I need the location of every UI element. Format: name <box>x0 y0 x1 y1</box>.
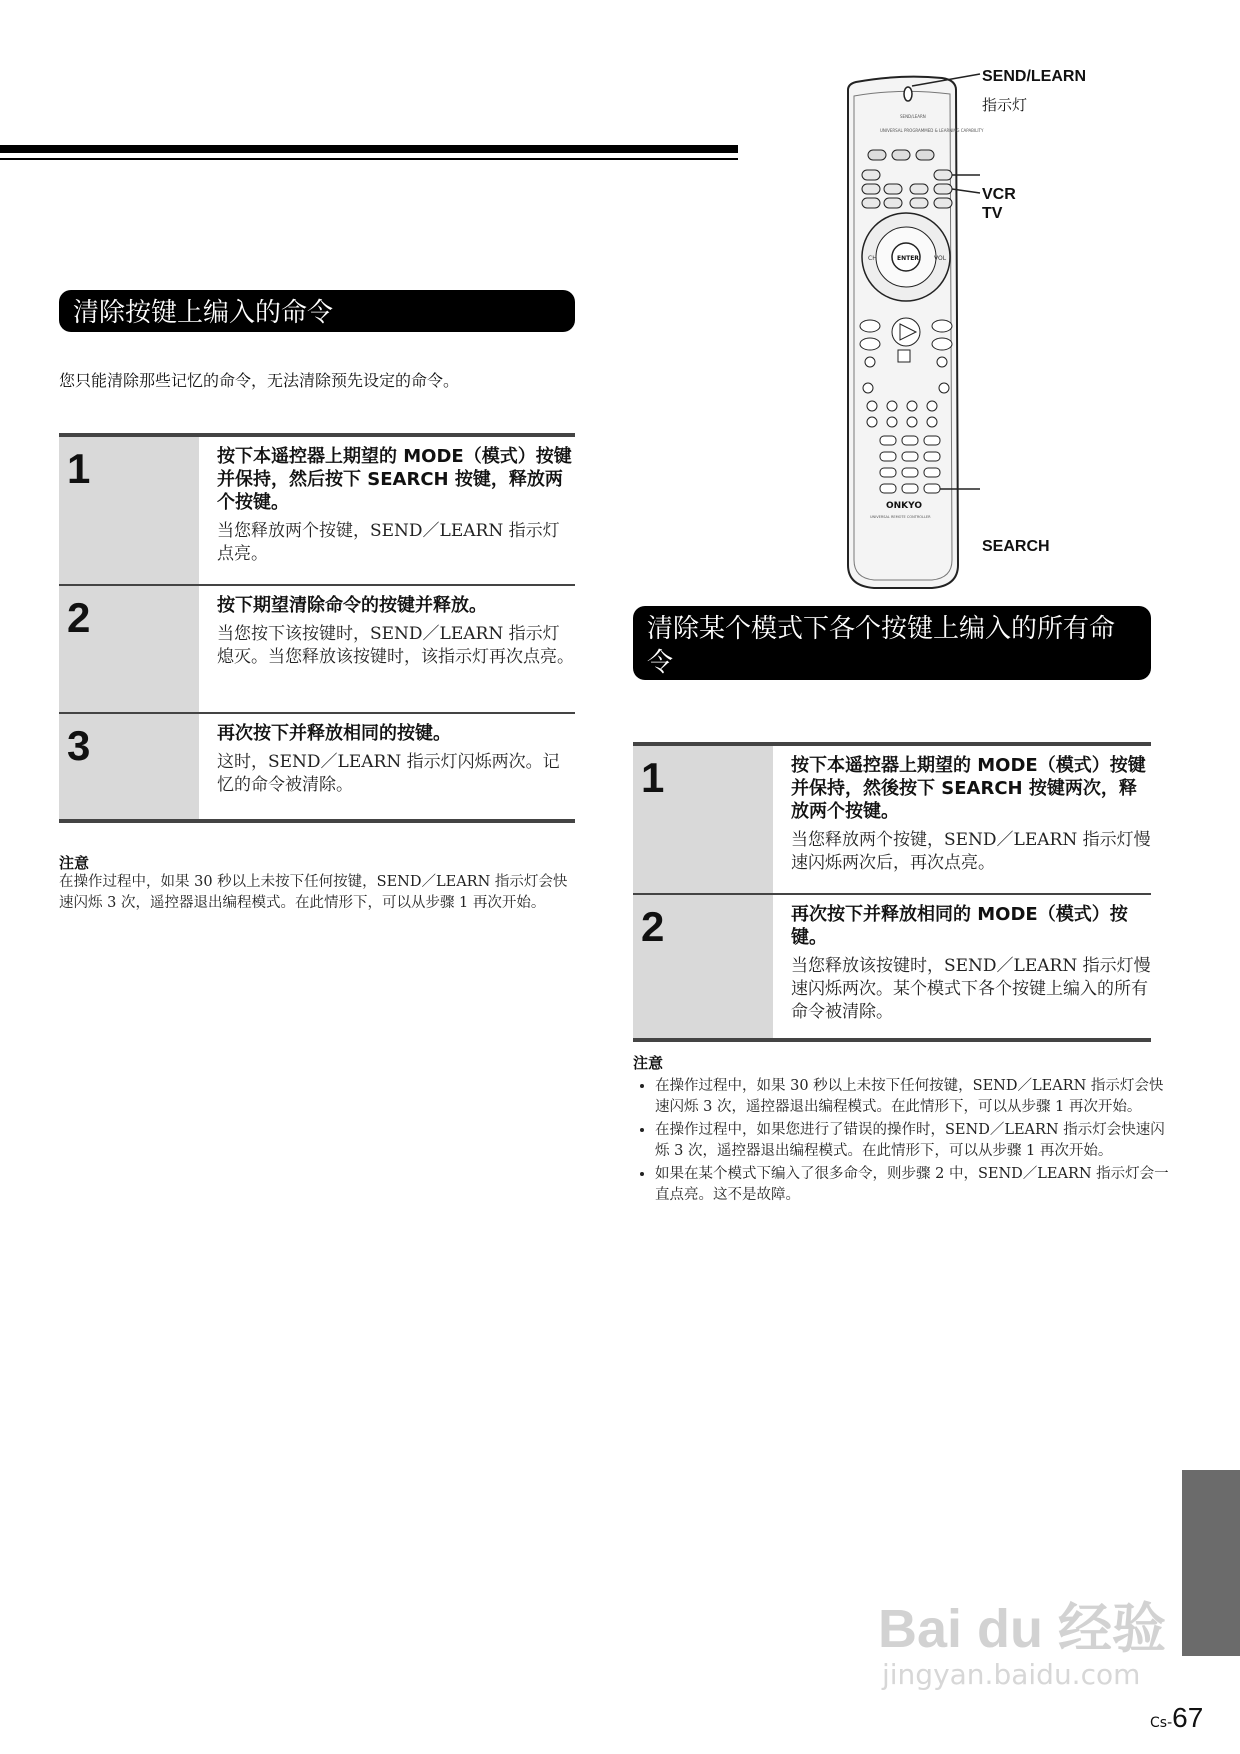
note-item: • 在操作过程中，如果 30 秒以上未按下任何按键，SEND／LEARN 指示灯会快速闪烁 3 次，遥控器退出编程模式。在此情形下，可以从步骤 1 再次开始。 <box>655 1076 1173 1118</box>
step-body <box>199 713 575 821</box>
remote-model-text: UNIVERSAL REMOTE CONTROLLER <box>870 515 931 519</box>
right-steps-table <box>633 742 1151 1042</box>
left-note-heading: 注意 <box>59 854 90 872</box>
step-body <box>773 744 1151 894</box>
page-number: 67 <box>1172 1702 1204 1733</box>
step-number: 3 <box>59 713 199 821</box>
watermark: Bai du 经验 <box>878 1599 1167 1659</box>
step-result: 这时，SEND／LEARN 指示灯闪烁两次。记忆的命令被清除。 <box>217 752 560 795</box>
right-note-heading: 注意 <box>633 1054 664 1072</box>
step-result: 当您释放两个按键，SEND／LEARN 指示灯慢速闪烁两次后，再次点亮。 <box>791 830 1151 873</box>
step-number: 2 <box>633 894 773 1040</box>
top-rule <box>0 145 738 153</box>
left-section-title: 清除按键上编入的命令 <box>59 290 575 332</box>
left-intro: 您只能清除那些记忆的命令，无法清除预先设定的命令。 <box>59 371 460 390</box>
step-result: 当您释放两个按键，SEND／LEARN 指示灯点亮。 <box>217 521 560 564</box>
watermark-url: jingyan.baidu.com <box>882 1658 1141 1691</box>
remote-control-drawing <box>840 60 1100 600</box>
page-number-block <box>1150 1702 1203 1734</box>
enter-label: ENTER <box>897 255 919 262</box>
svg-text:UNIVERSAL PROGRAMMED & LEARNIN: UNIVERSAL PROGRAMMED & LEARNING CAPABILITY <box>880 128 984 133</box>
step-number: 1 <box>59 435 199 585</box>
step-row <box>59 435 575 585</box>
search-callout: SEARCH <box>982 538 1050 555</box>
right-section-title: 清除某个模式下各个按键上编入的所有命令 <box>633 606 1151 680</box>
step-row <box>59 585 575 713</box>
page-prefix: Cs- <box>1150 1715 1173 1731</box>
step-instruction: 再次按下并释放相同的 MODE（模式）按键。 <box>791 904 1128 948</box>
step-instruction: 按下本遥控器上期望的 MODE（模式）按键并保持，然后按下 SEARCH 按键，释放两个按键。 <box>217 446 572 513</box>
svg-text:CH: CH <box>868 255 877 262</box>
step-row <box>633 894 1151 1040</box>
left-steps-table <box>59 433 575 823</box>
note-item: • 如果在某个模式下编入了很多命令，则步骤 2 中，SEND／LEARN 指示灯会一直点亮。这不是故障。 <box>655 1164 1173 1206</box>
top-rule-thin <box>0 158 738 160</box>
step-instruction: 再次按下并释放相同的按键。 <box>217 723 451 744</box>
side-tab <box>1182 1470 1240 1656</box>
step-row <box>59 713 575 821</box>
step-row <box>633 744 1151 894</box>
right-notes-list <box>633 1076 1173 1208</box>
step-number: 2 <box>59 585 199 713</box>
step-body <box>199 435 575 585</box>
step-result: 当您按下该按键时，SEND／LEARN 指示灯熄灭。当您释放该按键时，该指示灯再次点亮。 <box>217 624 574 667</box>
tv-callout: TV <box>982 205 1003 222</box>
step-result: 当您释放该按键时，SEND／LEARN 指示灯慢速闪烁两次。某个模式下各个按键上编入的所有命令被清除。 <box>791 956 1151 1022</box>
send-learn-callout: SEND/LEARN <box>982 68 1087 85</box>
step-instruction: 按下期望清除命令的按键并释放。 <box>217 595 487 616</box>
brand-label: ONKYO <box>886 501 923 511</box>
remote-illustration <box>840 60 1100 600</box>
step-body <box>199 585 575 713</box>
step-body <box>773 894 1151 1040</box>
indicator-callout: 指示灯 <box>982 96 1028 114</box>
svg-text:SEND/LEARN: SEND/LEARN <box>900 114 926 119</box>
vcr-callout: VCR <box>982 186 1016 203</box>
svg-text:VOL: VOL <box>934 255 947 262</box>
step-instruction: 按下本遥控器上期望的 MODE（模式）按键并保持，然後按下 SEARCH 按键两次，释放两个按键。 <box>791 755 1146 822</box>
step-number: 1 <box>633 744 773 894</box>
left-note-text: 在操作过程中，如果 30 秒以上未按下任何按键，SEND／LEARN 指示灯会快速闪烁 3 次，遥控器退出编程模式。在此情形下，可以从步骤 1 再次开始。 <box>59 874 568 911</box>
note-item: • 在操作过程中，如果您进行了错误的操作时，SEND／LEARN 指示灯会快速闪烁 3 次，遥控器退出编程模式。在此情形下，可以从步骤 1 再次开始。 <box>655 1120 1173 1162</box>
